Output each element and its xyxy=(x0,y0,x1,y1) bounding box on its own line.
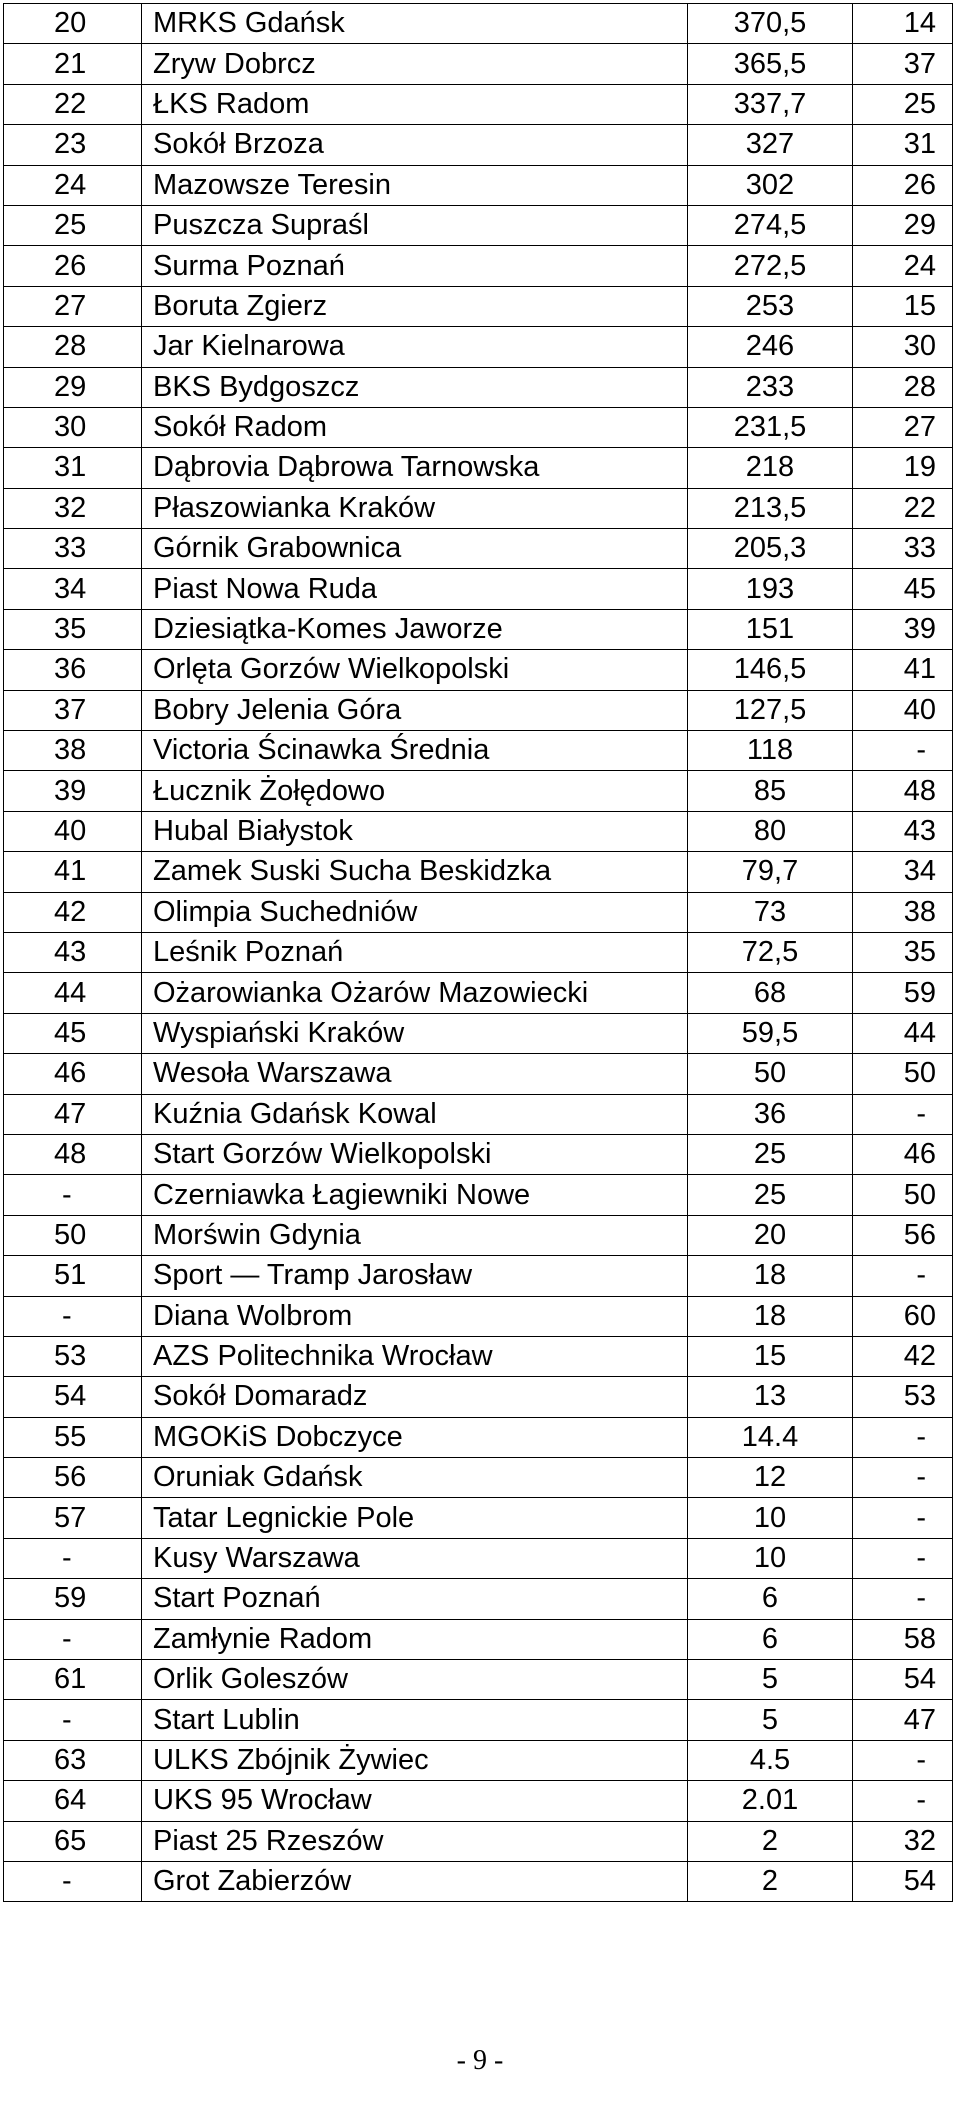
previous-place-cell: - xyxy=(853,1538,953,1578)
table-row xyxy=(4,1579,953,1619)
previous-place-cell: - xyxy=(853,731,953,771)
page-number: - 9 - xyxy=(456,2045,504,2076)
previous-place-cell: 31 xyxy=(853,125,953,165)
place-cell: 54 xyxy=(4,1377,142,1417)
points-cell: 2.01 xyxy=(688,1781,853,1821)
club-name-cell: MGOKiS Dobczyce xyxy=(142,1417,688,1457)
table-row xyxy=(4,44,953,84)
points-cell: 50 xyxy=(688,1054,853,1094)
table-row xyxy=(4,205,953,245)
points-cell: 79,7 xyxy=(688,852,853,892)
points-cell: 233 xyxy=(688,367,853,407)
club-name-cell: Leśnik Poznań xyxy=(142,932,688,972)
club-name-cell: Grot Zabierzów xyxy=(142,1861,688,1901)
place-cell: - xyxy=(4,1619,142,1659)
place-cell: - xyxy=(4,1296,142,1336)
points-cell: 151 xyxy=(688,609,853,649)
club-name-cell: Wesoła Warszawa xyxy=(142,1054,688,1094)
previous-place-cell: 33 xyxy=(853,529,953,569)
previous-place-cell: 22 xyxy=(853,488,953,528)
club-name-cell: Morświn Gdynia xyxy=(142,1215,688,1255)
table-row xyxy=(4,125,953,165)
points-cell: 72,5 xyxy=(688,932,853,972)
table-row xyxy=(4,1094,953,1134)
previous-place-cell: 53 xyxy=(853,1377,953,1417)
points-cell: 85 xyxy=(688,771,853,811)
points-cell: 10 xyxy=(688,1538,853,1578)
previous-place-cell: 19 xyxy=(853,448,953,488)
previous-place-cell: 27 xyxy=(853,407,953,447)
previous-place-cell: 44 xyxy=(853,1013,953,1053)
points-cell: 253 xyxy=(688,286,853,326)
club-name-cell: Boruta Zgierz xyxy=(142,286,688,326)
previous-place-cell: 39 xyxy=(853,609,953,649)
club-name-cell: Tatar Legnickie Pole xyxy=(142,1498,688,1538)
table-row xyxy=(4,488,953,528)
points-cell: 118 xyxy=(688,731,853,771)
table-row xyxy=(4,1619,953,1659)
place-cell: - xyxy=(4,1175,142,1215)
points-cell: 213,5 xyxy=(688,488,853,528)
points-cell: 246 xyxy=(688,327,853,367)
place-cell: 31 xyxy=(4,448,142,488)
place-cell: 25 xyxy=(4,205,142,245)
table-row xyxy=(4,1821,953,1861)
place-cell: 22 xyxy=(4,84,142,124)
table-row xyxy=(4,1861,953,1901)
place-cell: 38 xyxy=(4,731,142,771)
points-cell: 127,5 xyxy=(688,690,853,730)
place-cell: 34 xyxy=(4,569,142,609)
table-row xyxy=(4,448,953,488)
table-row xyxy=(4,690,953,730)
previous-place-cell: 60 xyxy=(853,1296,953,1336)
place-cell: - xyxy=(4,1861,142,1901)
table-row xyxy=(4,327,953,367)
place-cell: 26 xyxy=(4,246,142,286)
place-cell: 55 xyxy=(4,1417,142,1457)
previous-place-cell: 14 xyxy=(853,4,953,44)
points-cell: 18 xyxy=(688,1256,853,1296)
points-cell: 25 xyxy=(688,1175,853,1215)
place-cell: 41 xyxy=(4,852,142,892)
place-cell: 40 xyxy=(4,811,142,851)
points-cell: 73 xyxy=(688,892,853,932)
table-row xyxy=(4,286,953,326)
points-cell: 25 xyxy=(688,1134,853,1174)
previous-place-cell: 37 xyxy=(853,44,953,84)
club-name-cell: Start Gorzów Wielkopolski xyxy=(142,1134,688,1174)
points-cell: 365,5 xyxy=(688,44,853,84)
points-cell: 146,5 xyxy=(688,650,853,690)
club-name-cell: Kuźnia Gdańsk Kowal xyxy=(142,1094,688,1134)
points-cell: 231,5 xyxy=(688,407,853,447)
table-row xyxy=(4,367,953,407)
club-name-cell: ULKS Zbójnik Żywiec xyxy=(142,1740,688,1780)
table-row xyxy=(4,1054,953,1094)
points-cell: 327 xyxy=(688,125,853,165)
place-cell: 32 xyxy=(4,488,142,528)
club-name-cell: Zamłynie Radom xyxy=(142,1619,688,1659)
previous-place-cell: - xyxy=(853,1094,953,1134)
club-name-cell: Sokół Domaradz xyxy=(142,1377,688,1417)
previous-place-cell: 26 xyxy=(853,165,953,205)
place-cell: 44 xyxy=(4,973,142,1013)
place-cell: 37 xyxy=(4,690,142,730)
club-name-cell: ŁKS Radom xyxy=(142,84,688,124)
table-row xyxy=(4,569,953,609)
place-cell: 29 xyxy=(4,367,142,407)
points-cell: 2 xyxy=(688,1861,853,1901)
previous-place-cell: 45 xyxy=(853,569,953,609)
points-cell: 13 xyxy=(688,1377,853,1417)
ranking-table xyxy=(3,3,953,1902)
place-cell: 21 xyxy=(4,44,142,84)
place-cell: 56 xyxy=(4,1458,142,1498)
place-cell: 50 xyxy=(4,1215,142,1255)
points-cell: 218 xyxy=(688,448,853,488)
previous-place-cell: 32 xyxy=(853,1821,953,1861)
club-name-cell: Piast Nowa Ruda xyxy=(142,569,688,609)
points-cell: 337,7 xyxy=(688,84,853,124)
table-row xyxy=(4,4,953,44)
club-name-cell: Piast 25 Rzeszów xyxy=(142,1821,688,1861)
club-name-cell: MRKS Gdańsk xyxy=(142,4,688,44)
place-cell: 45 xyxy=(4,1013,142,1053)
previous-place-cell: 24 xyxy=(853,246,953,286)
table-row xyxy=(4,1296,953,1336)
place-cell: 39 xyxy=(4,771,142,811)
club-name-cell: Dziesiątka-Komes Jaworze xyxy=(142,609,688,649)
points-cell: 4.5 xyxy=(688,1740,853,1780)
previous-place-cell: 48 xyxy=(853,771,953,811)
points-cell: 36 xyxy=(688,1094,853,1134)
club-name-cell: Start Poznań xyxy=(142,1579,688,1619)
place-cell: 51 xyxy=(4,1256,142,1296)
place-cell: 43 xyxy=(4,932,142,972)
club-name-cell: Dąbrovia Dąbrowa Tarnowska xyxy=(142,448,688,488)
previous-place-cell: 35 xyxy=(853,932,953,972)
table-row xyxy=(4,771,953,811)
previous-place-cell: 30 xyxy=(853,327,953,367)
club-name-cell: Olimpia Suchedniów xyxy=(142,892,688,932)
place-cell: 27 xyxy=(4,286,142,326)
place-cell: 53 xyxy=(4,1336,142,1376)
place-cell: 42 xyxy=(4,892,142,932)
previous-place-cell: - xyxy=(853,1458,953,1498)
points-cell: 302 xyxy=(688,165,853,205)
table-row xyxy=(4,246,953,286)
previous-place-cell: 15 xyxy=(853,286,953,326)
table-row xyxy=(4,165,953,205)
table-row xyxy=(4,852,953,892)
previous-place-cell: 40 xyxy=(853,690,953,730)
points-cell: 80 xyxy=(688,811,853,851)
club-name-cell: Oruniak Gdańsk xyxy=(142,1458,688,1498)
previous-place-cell: - xyxy=(853,1781,953,1821)
club-name-cell: Ożarowianka Ożarów Mazowiecki xyxy=(142,973,688,1013)
table-row xyxy=(4,932,953,972)
previous-place-cell: 50 xyxy=(853,1054,953,1094)
club-name-cell: Bobry Jelenia Góra xyxy=(142,690,688,730)
club-name-cell: Surma Poznań xyxy=(142,246,688,286)
table-row xyxy=(4,1417,953,1457)
table-row xyxy=(4,1256,953,1296)
previous-place-cell: 56 xyxy=(853,1215,953,1255)
previous-place-cell: 54 xyxy=(853,1660,953,1700)
previous-place-cell: - xyxy=(853,1417,953,1457)
club-name-cell: Górnik Grabownica xyxy=(142,529,688,569)
club-name-cell: Start Lublin xyxy=(142,1700,688,1740)
previous-place-cell: 47 xyxy=(853,1700,953,1740)
previous-place-cell: 50 xyxy=(853,1175,953,1215)
previous-place-cell: 58 xyxy=(853,1619,953,1659)
place-cell: 36 xyxy=(4,650,142,690)
place-cell: 33 xyxy=(4,529,142,569)
points-cell: 274,5 xyxy=(688,205,853,245)
points-cell: 2 xyxy=(688,1821,853,1861)
club-name-cell: Hubal Białystok xyxy=(142,811,688,851)
previous-place-cell: 34 xyxy=(853,852,953,892)
place-cell: 57 xyxy=(4,1498,142,1538)
table-row xyxy=(4,1700,953,1740)
table-row xyxy=(4,609,953,649)
club-name-cell: Sport — Tramp Jarosław xyxy=(142,1256,688,1296)
place-cell: 48 xyxy=(4,1134,142,1174)
table-row xyxy=(4,731,953,771)
table-row xyxy=(4,1458,953,1498)
place-cell: - xyxy=(4,1700,142,1740)
club-name-cell: Orlik Goleszów xyxy=(142,1660,688,1700)
club-name-cell: BKS Bydgoszcz xyxy=(142,367,688,407)
previous-place-cell: 54 xyxy=(853,1861,953,1901)
previous-place-cell: 29 xyxy=(853,205,953,245)
club-name-cell: Jar Kielnarowa xyxy=(142,327,688,367)
club-name-cell: Płaszowianka Kraków xyxy=(142,488,688,528)
points-cell: 59,5 xyxy=(688,1013,853,1053)
points-cell: 6 xyxy=(688,1579,853,1619)
table-row xyxy=(4,1134,953,1174)
club-name-cell: UKS 95 Wrocław xyxy=(142,1781,688,1821)
table-row xyxy=(4,811,953,851)
points-cell: 68 xyxy=(688,973,853,1013)
points-cell: 205,3 xyxy=(688,529,853,569)
club-name-cell: Wyspiański Kraków xyxy=(142,1013,688,1053)
place-cell: 59 xyxy=(4,1579,142,1619)
previous-place-cell: 42 xyxy=(853,1336,953,1376)
previous-place-cell: - xyxy=(853,1579,953,1619)
club-name-cell: Puszcza Supraśl xyxy=(142,205,688,245)
place-cell: 20 xyxy=(4,4,142,44)
club-name-cell: Sokół Radom xyxy=(142,407,688,447)
club-name-cell: Łucznik Żołędowo xyxy=(142,771,688,811)
club-name-cell: Zryw Dobrcz xyxy=(142,44,688,84)
previous-place-cell: 25 xyxy=(853,84,953,124)
table-row xyxy=(4,1175,953,1215)
points-cell: 20 xyxy=(688,1215,853,1255)
place-cell: 24 xyxy=(4,165,142,205)
place-cell: - xyxy=(4,1538,142,1578)
table-row xyxy=(4,1215,953,1255)
place-cell: 46 xyxy=(4,1054,142,1094)
table-row xyxy=(4,1660,953,1700)
table-row xyxy=(4,84,953,124)
place-cell: 47 xyxy=(4,1094,142,1134)
table-row xyxy=(4,1538,953,1578)
club-name-cell: Mazowsze Teresin xyxy=(142,165,688,205)
previous-place-cell: - xyxy=(853,1498,953,1538)
place-cell: 65 xyxy=(4,1821,142,1861)
points-cell: 272,5 xyxy=(688,246,853,286)
club-name-cell: Sokół Brzoza xyxy=(142,125,688,165)
table-row xyxy=(4,1740,953,1780)
club-name-cell: Kusy Warszawa xyxy=(142,1538,688,1578)
points-cell: 193 xyxy=(688,569,853,609)
points-cell: 370,5 xyxy=(688,4,853,44)
place-cell: 30 xyxy=(4,407,142,447)
club-name-cell: Diana Wolbrom xyxy=(142,1296,688,1336)
club-name-cell: Zamek Suski Sucha Beskidzka xyxy=(142,852,688,892)
previous-place-cell: - xyxy=(853,1256,953,1296)
club-name-cell: Czerniawka Łagiewniki Nowe xyxy=(142,1175,688,1215)
table-row xyxy=(4,1781,953,1821)
table-row xyxy=(4,1377,953,1417)
points-cell: 12 xyxy=(688,1458,853,1498)
previous-place-cell: 43 xyxy=(853,811,953,851)
previous-place-cell: - xyxy=(853,1740,953,1780)
club-name-cell: AZS Politechnika Wrocław xyxy=(142,1336,688,1376)
place-cell: 64 xyxy=(4,1781,142,1821)
points-cell: 10 xyxy=(688,1498,853,1538)
club-name-cell: Orlęta Gorzów Wielkopolski xyxy=(142,650,688,690)
previous-place-cell: 41 xyxy=(853,650,953,690)
points-cell: 18 xyxy=(688,1296,853,1336)
place-cell: 61 xyxy=(4,1660,142,1700)
points-cell: 5 xyxy=(688,1660,853,1700)
table-row xyxy=(4,1498,953,1538)
previous-place-cell: 28 xyxy=(853,367,953,407)
place-cell: 35 xyxy=(4,609,142,649)
table-row xyxy=(4,892,953,932)
points-cell: 14.4 xyxy=(688,1417,853,1457)
place-cell: 23 xyxy=(4,125,142,165)
table-row xyxy=(4,407,953,447)
points-cell: 6 xyxy=(688,1619,853,1659)
previous-place-cell: 46 xyxy=(853,1134,953,1174)
table-row xyxy=(4,973,953,1013)
points-cell: 5 xyxy=(688,1700,853,1740)
previous-place-cell: 38 xyxy=(853,892,953,932)
place-cell: 63 xyxy=(4,1740,142,1780)
club-name-cell: Victoria Ścinawka Średnia xyxy=(142,731,688,771)
ranking-table-body xyxy=(4,4,953,1902)
table-row xyxy=(4,529,953,569)
table-row xyxy=(4,1336,953,1376)
table-row xyxy=(4,650,953,690)
table-row xyxy=(4,1013,953,1053)
points-cell: 15 xyxy=(688,1336,853,1376)
place-cell: 28 xyxy=(4,327,142,367)
previous-place-cell: 59 xyxy=(853,973,953,1013)
